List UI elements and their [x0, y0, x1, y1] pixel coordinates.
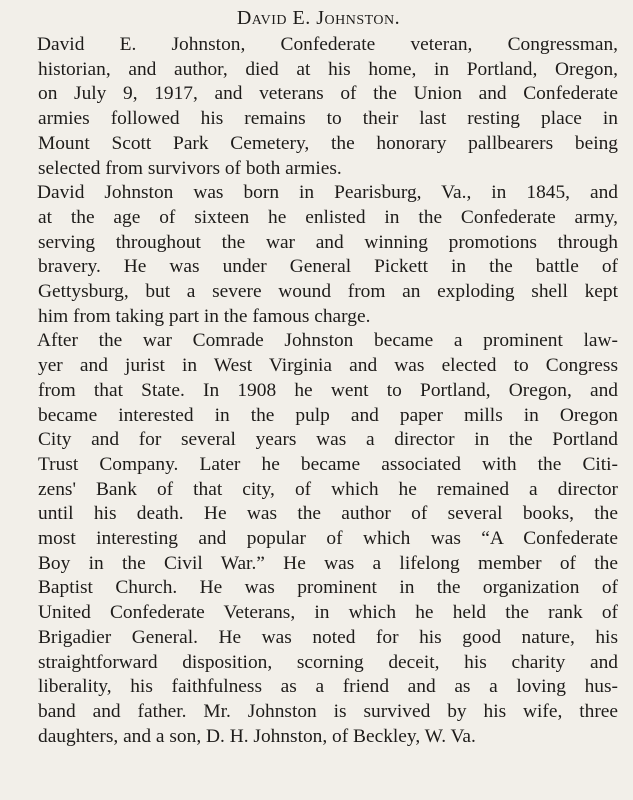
text-line: Mount Scott Park Cemetery, the honorary pallbearers being [38, 132, 618, 154]
text-line: him from taking part in the famous charge. [38, 305, 371, 327]
text-line: armies followed his remains to their last resting place in [38, 108, 618, 130]
text-line: band and father. Mr. Johnston is survived by his wife, three [38, 700, 618, 722]
text-line: Brigadier General. He was noted for his good nature, his [38, 626, 618, 648]
text-line: Gettysburg, but a severe wound from an exploding shell kept [38, 281, 618, 303]
article-title: David E. Johnston. [236, 7, 401, 29]
article-body [19, 33, 618, 749]
text-line: at the age of sixteen he enlisted in the Confederate army, [38, 206, 618, 228]
text-line: selected from survivors of both armies. [38, 157, 342, 179]
text-line: Trust Company. Later he became associated with the Citi- [38, 453, 618, 475]
text-line: Baptist Church. He was prominent in the organization of [38, 577, 618, 599]
text-line: United Confederate Veterans, in which he held the rank of [38, 602, 618, 624]
text-line: bravery. He was under General Pickett in the battle of [38, 256, 618, 278]
text-line: yer and jurist in West Virginia and was elected to Congress [38, 355, 618, 377]
text-line: After the war Comrade Johnston became a prominent law- [37, 330, 618, 352]
text-line: Boy in the Civil War.” He was a lifelong member of the [38, 552, 618, 574]
text-line: zens' Bank of that city, of which he remained a director [38, 478, 618, 500]
text-line: liberality, his faithfulness as a friend and as a loving hus- [38, 676, 618, 698]
text-line: historian, and author, died at his home, in Portland, Oregon, [38, 58, 618, 80]
text-line: became interested in the pulp and paper mills in Oregon [38, 404, 618, 426]
text-line: most interesting and popular of which was “A Confederate [38, 528, 618, 550]
text-line: David Johnston was born in Pearisburg, Va., in 1845, and [37, 182, 618, 204]
paragraph-obituary-intro [19, 33, 618, 181]
text-line: on July 9, 1917, and veterans of the Union and Confederate [38, 83, 618, 105]
paragraph-later-career [19, 329, 618, 749]
text-line: until his death. He was the author of several books, the [38, 503, 618, 525]
paragraph-early-life [19, 181, 618, 329]
text-line: daughters, and a son, D. H. Johnston, of Beckley, W. Va. [38, 725, 476, 747]
text-line: David E. Johnston, Confederate veteran, Congressman, [37, 34, 618, 55]
text-line: City and for several years was a director in the Portland [38, 429, 618, 451]
text-line: serving throughout the war and winning promotions through [38, 231, 618, 253]
text-line: straightforward disposition, scorning deceit, his charity and [38, 651, 618, 673]
text-line: from that State. In 1908 he went to Portland, Oregon, and [38, 379, 618, 401]
